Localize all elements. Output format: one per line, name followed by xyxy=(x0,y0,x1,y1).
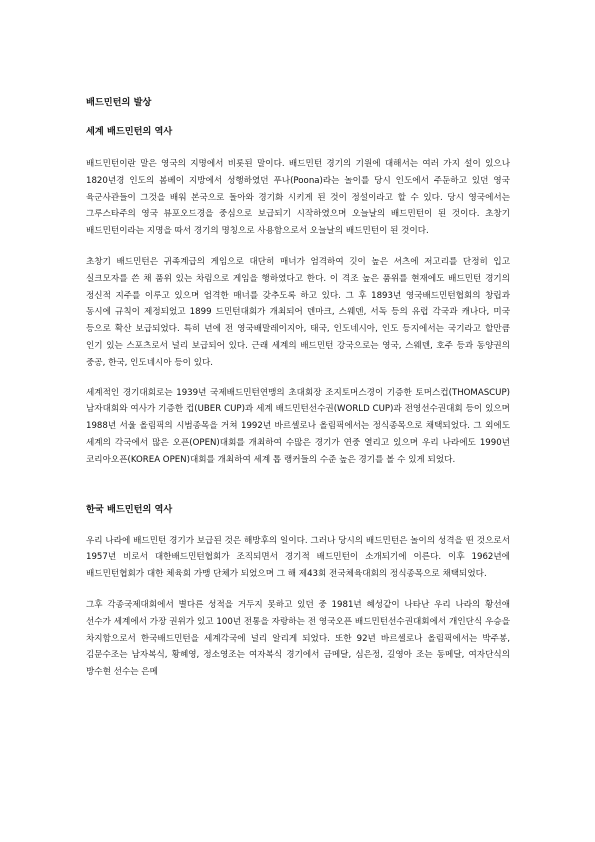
paragraph: 우리 나라에 배드민턴 경기가 보급된 것은 해방후의 일이다. 그러나 당시의 배드민턴은 놀이의 성격을 띤 것으로서 1957년 비로서 대한배드민턴협회가 조직되면서 경기적 배드민턴이 소개되기에 이른다. 이후 1962년에 배드민턴협회가 대한 체육회 가맹 단체가 되었으며 그 해 제43회 전국체육대회의 정식종목으로 채택되었다. xyxy=(86,535,510,580)
section-heading-korea: 한국 배드민턴의 역사 xyxy=(86,503,173,515)
paragraph: 초창기 배드민턴은 귀족계급의 게임으로 대단히 매너가 엄격하여 깃이 높은 셔츠에 저고리를 단정히 입고 실크모자를 쓴 채 품위 있는 차림으로 게임을 행하였다고 한다. 이 격조 높은 품위를 현재에도 배드민턴 경기의 정신적 지주를 이루고 있으며 엄격한 매너를 갖추도록 하고 있다. 그 후 1893년 영국배드민턴협회의 창립과 동시에 규칙이 제정되었고 1899 드민턴대회가 개최되어 덴마크, 스웨덴, 서독 등의 유럽 각국과 캐나다, 미국 등으로 확산 보급되었다. 특히 년에 전 영국배말레이지아, 태국, 인도네시아, 인도 등지에서는 국기라고 할만큼 인기 있는 스포츠로서 널리 보급되어 있다. 근래 세계의 배드민턴 강국으로는 영국, 스웨덴, 호주 등과 동양권의 중공, 한국, 인도네시아 등이 있다. xyxy=(86,256,510,368)
section-heading-world: 세계 배드민턴의 역사 xyxy=(86,126,173,137)
paragraph: 그후 각종국제대회에서 별다른 성적을 거두지 못하고 있던 중 1981년 혜성같이 나타난 우리 나라의 황선애 선수가 세계에서 가장 권위가 있고 100년 전통을 자랑하는 전 영국오픈 배드민턴선수권대회에서 개인단식 우승을 차지함으로서 한국배드민턴을 세계각국에 널리 알리게 되었다. 또한 92년 바르셀로나 올림픽에서는 박주봉, 김문수조는 남자복식, 황혜영, 정소영조는 여자복식 경기에서 금메달, 심은정, 길영아 조는 동메달, 여자단식의 방수현 선수는 은메 xyxy=(86,599,510,678)
paragraph: 세계적인 경기대회로는 1939년 국제배드민턴연맹의 초대회장 조지토머스경이 기증한 토머스컵(THOMASCUP)남자대회와 여사가 기증한 컵(UBER CUP)과 세계 배드민턴선수권(WORLD CUP)과 전영선수권대회 등이 있으며 1988년 서울 올림픽의 시범종목을 거쳐 1992년 바르셀로나 올림픽에서는 정식종목으로 채택되었다. 그 외에도 세계의 각국에서 많은 오픈(OPEN)대회를 개최하여 수많은 경기가 연중 열리고 있으며 우리 나라에도 1990년 코리아오픈(KOREA OPEN)대회를 개최하여 세계 톱 랭커들의 수준 높은 경기를 볼 수 있게 되었다. xyxy=(86,387,510,465)
paragraph: 배드민턴이란 말은 영국의 지명에서 비롯된 말이다. 배드민턴 경기의 기원에 대해서는 여러 가지 설이 있으나 1820년경 인도의 봄베이 지방에서 성행하였던 푸나(Poona)라는 놀이를 당시 인도에서 주둔하고 있던 영국 육군사관들이 그것을 배워 본국으로 돌아와 경기화 시키게 된 것이 정설이라고 할 수 있다. 당시 영국에서는 그루스타주의 영국 뷰포오드경을 중심으로 보급되기 시작하였으며 오늘날의 배드민턴이 된 것이다. 초창기 배드민턴이라는 지명을 따서 경기의 명칭으로 사용함으로서 오늘날의 배드민턴이 된 것이다. xyxy=(86,159,510,237)
document-title: 배드민턴의 발상 xyxy=(86,97,152,108)
document-body xyxy=(86,96,510,681)
